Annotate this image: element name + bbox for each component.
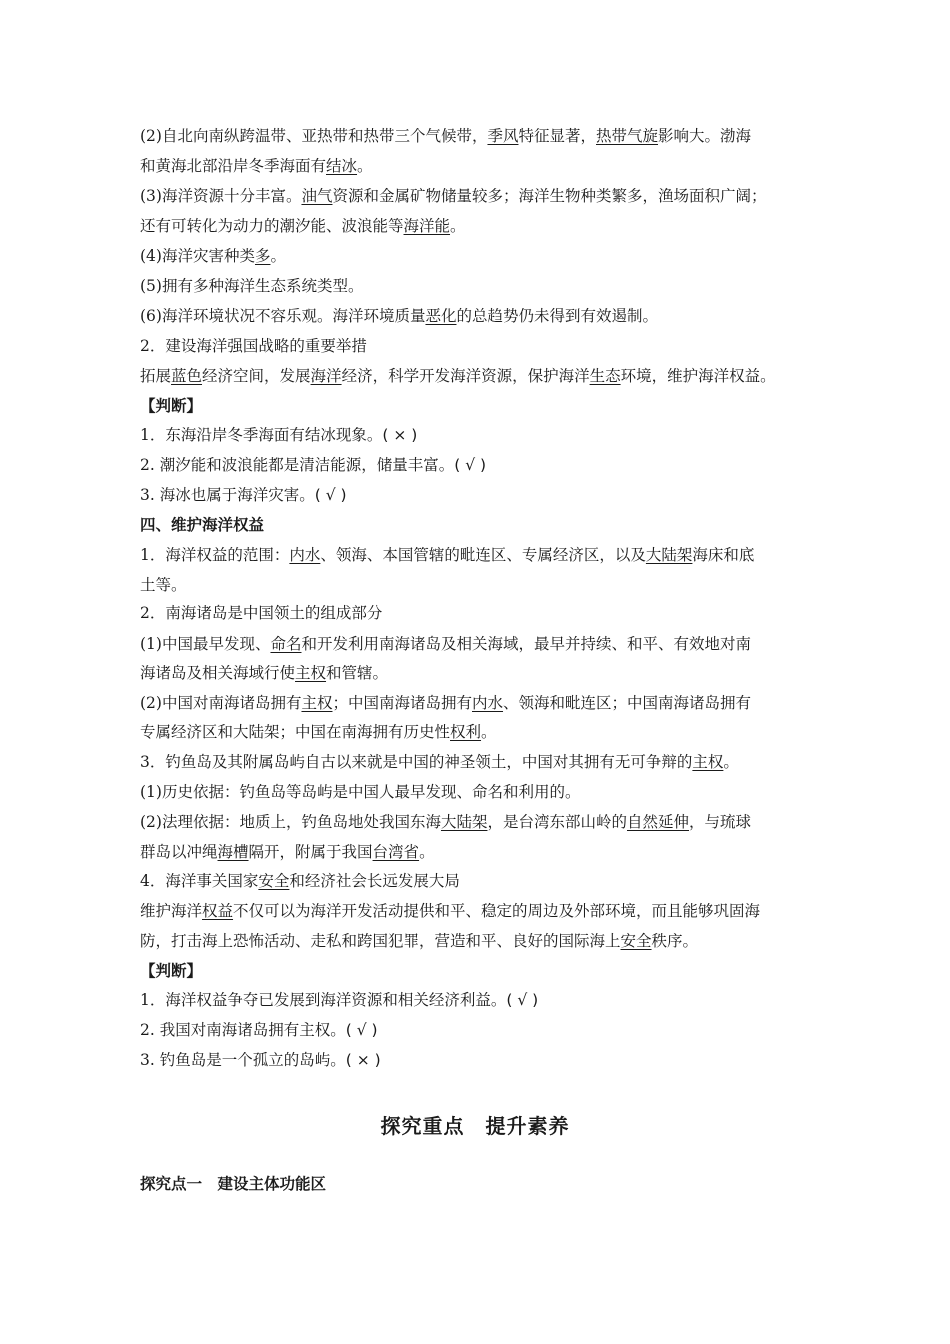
- paragraph-line: [140, 722, 820, 742]
- text-span: 。: [723, 753, 739, 771]
- paragraph-line: [140, 186, 820, 206]
- paragraph-line: [140, 752, 820, 772]
- answer-blank: 权益: [202, 902, 234, 920]
- text-span: 。: [419, 843, 435, 861]
- text-span: 。: [357, 157, 373, 175]
- judge-label: 【判断】: [140, 962, 203, 980]
- judge-text: 2. 我国对南海诸岛拥有主权。: [140, 1021, 346, 1039]
- judge-mark: ( √ ): [314, 486, 347, 504]
- text-span: (4)海洋灾害种类: [140, 247, 255, 265]
- text-span: (1)中国最早发现、: [140, 635, 271, 653]
- answer-blank: 季风: [487, 127, 519, 145]
- answer-blank: 台湾省: [372, 843, 420, 861]
- text-span: (6)海洋环境状况不容乐观。海洋环境质量: [140, 307, 426, 325]
- text-span: 海床和底: [692, 546, 755, 564]
- judge-label: 【判断】: [140, 397, 203, 415]
- paragraph-line: [140, 276, 820, 296]
- paragraph-line: (1)历史依据：钓鱼岛等岛屿是中国人最早发现、命名和利用的。: [140, 783, 581, 801]
- text-span: 隔开，附属于我国: [248, 843, 373, 861]
- text-span: 维护海洋: [140, 902, 203, 920]
- paragraph-line: [140, 812, 820, 832]
- answer-blank: 热带气旋: [596, 127, 659, 145]
- answer-blank: 命名: [270, 635, 302, 653]
- answer-blank: 自然延伸: [627, 813, 690, 831]
- text-span: 经济空间，发展: [202, 367, 311, 385]
- text-span: 、领海、本国管辖的毗连区、专属经济区，以及: [320, 546, 646, 564]
- text-span: ，与琉球: [689, 813, 752, 831]
- answer-blank: 权利: [450, 723, 482, 741]
- heading-measures: 2．建设海洋强国战略的重要举措: [140, 337, 367, 355]
- text-span: ；中国南海诸岛拥有: [332, 694, 472, 712]
- heading-rights: 四、维护海洋权益: [140, 516, 265, 534]
- judge-mark: ( × ): [382, 426, 418, 444]
- heading-south-sea: 2．南海诸岛是中国领土的组成部分: [140, 604, 383, 622]
- text-span: 不仅可以为海洋开发活动提供和平、稳定的周边及外部环境，而且能够巩固海: [233, 902, 761, 920]
- judge-item: [140, 485, 820, 505]
- judge-text: 1．海洋权益争夺已发展到海洋资源和相关经济利益。: [140, 991, 507, 1009]
- sub-title: 探究点一 建设主体功能区: [140, 1175, 327, 1193]
- text-span: (5)拥有多种海洋生态系统类型。: [140, 277, 364, 295]
- answer-blank: 大陆架: [440, 813, 488, 831]
- paragraph-line: [140, 634, 820, 654]
- paragraph-line: [140, 663, 820, 683]
- text-span: ，是台湾东部山岭的: [487, 813, 627, 831]
- answer-blank: 海洋: [310, 367, 342, 385]
- judge-item: [140, 455, 820, 475]
- paragraph-line: [140, 156, 820, 176]
- paragraph-line: [140, 693, 820, 713]
- text-span: 和经济社会长远发展大局: [289, 872, 460, 890]
- paragraph-line: [140, 545, 820, 565]
- answer-blank: 安全: [258, 872, 290, 890]
- text-span: (2)法理依据：地质上，钓鱼岛地处我国东海: [140, 813, 441, 831]
- judge-mark: ( × ): [345, 1051, 381, 1069]
- judge-item: [140, 425, 820, 445]
- text-span: 。: [270, 247, 286, 265]
- paragraph-line: [140, 306, 820, 326]
- text-span: 土等。: [140, 576, 187, 594]
- text-span: 3．钓鱼岛及其附属岛屿自古以来就是中国的神圣领土，中国对其拥有无可争辩的: [140, 753, 693, 771]
- judge-mark: ( √ ): [506, 991, 539, 1009]
- answer-blank: 生态: [589, 367, 621, 385]
- text-span: 。: [481, 723, 497, 741]
- answer-blank: 内水: [472, 694, 504, 712]
- paragraph-line: [140, 126, 820, 146]
- text-span: 1．海洋权益的范围：: [140, 546, 290, 564]
- text-span: 专属经济区和大陆架；中国在南海拥有历史性: [140, 723, 451, 741]
- text-span: 。: [450, 217, 466, 235]
- judge-mark: ( √ ): [345, 1021, 378, 1039]
- text-span: 和黄海北部沿岸冬季海面有: [140, 157, 327, 175]
- text-span: 和开发利用南海诸岛及相关海域，最早并持续、和平、有效地对南: [301, 635, 751, 653]
- text-span: 拓展: [140, 367, 172, 385]
- text-span: 环境，维护海洋权益。: [620, 367, 776, 385]
- answer-blank: 油气: [301, 187, 333, 205]
- text-span: 和管辖。: [326, 664, 389, 682]
- paragraph-line: [140, 871, 820, 891]
- judge-item: [140, 1020, 820, 1040]
- text-span: 还有可转化为动力的潮汐能、波浪能等: [140, 217, 404, 235]
- paragraph-line: [140, 575, 820, 595]
- answer-blank: 主权: [295, 664, 327, 682]
- section-title: 探究重点 提升素养: [380, 1114, 570, 1138]
- text-span: (2)中国对南海诸岛拥有: [140, 694, 302, 712]
- paragraph-line: [140, 931, 820, 951]
- answer-blank: 海槽: [217, 843, 249, 861]
- text-span: (3)海洋资源十分丰富。: [140, 187, 302, 205]
- text-span: 秩序。: [651, 932, 699, 950]
- answer-blank: 多: [254, 247, 271, 265]
- paragraph-line: [140, 216, 820, 236]
- paragraph-line: [140, 842, 820, 862]
- answer-blank: 安全: [620, 932, 652, 950]
- judge-text: 2. 潮汐能和波浪能都是清洁能源，储量丰富。: [140, 456, 455, 474]
- paragraph-line: [140, 901, 820, 921]
- text-span: 群岛以冲绳: [140, 843, 218, 861]
- answer-blank: 结冰: [326, 157, 358, 175]
- answer-blank: 内水: [289, 546, 321, 564]
- answer-blank: 大陆架: [645, 546, 693, 564]
- text-span: 防，打击海上恐怖活动、走私和跨国犯罪，营造和平、良好的国际海上: [140, 932, 621, 950]
- answer-blank: 蓝色: [171, 367, 203, 385]
- text-span: 的总趋势仍未得到有效遏制。: [456, 307, 658, 325]
- answer-blank: 主权: [301, 694, 333, 712]
- judge-text: 1．东海沿岸冬季海面有结冰现象。: [140, 426, 383, 444]
- text-span: 经济，科学开发海洋资源，保护海洋: [341, 367, 590, 385]
- judge-mark: ( √ ): [454, 456, 487, 474]
- text-span: 、领海和毗连区；中国南海诸岛拥有: [503, 694, 752, 712]
- judge-text: 3. 海冰也属于海洋灾害。: [140, 486, 315, 504]
- judge-text: 3. 钓鱼岛是一个孤立的岛屿。: [140, 1051, 346, 1069]
- text-span: (2)自北向南纵跨温带、亚热带和热带三个气候带，: [140, 127, 488, 145]
- text-span: 4．海洋事关国家: [140, 872, 259, 890]
- text-span: 特征显著，: [518, 127, 596, 145]
- judge-item: [140, 1050, 820, 1070]
- answer-blank: 海洋能: [403, 217, 451, 235]
- text-span: 资源和金属矿物储量较多；海洋生物种类繁多，渔场面积广阔；: [332, 187, 767, 205]
- text-span: 影响大。渤海: [658, 127, 752, 145]
- answer-blank: 恶化: [425, 307, 457, 325]
- paragraph-line: [140, 246, 820, 266]
- answer-blank: 主权: [692, 753, 724, 771]
- text-span: 海诸岛及相关海域行使: [140, 664, 296, 682]
- paragraph-line: [140, 366, 830, 386]
- judge-item: [140, 990, 820, 1010]
